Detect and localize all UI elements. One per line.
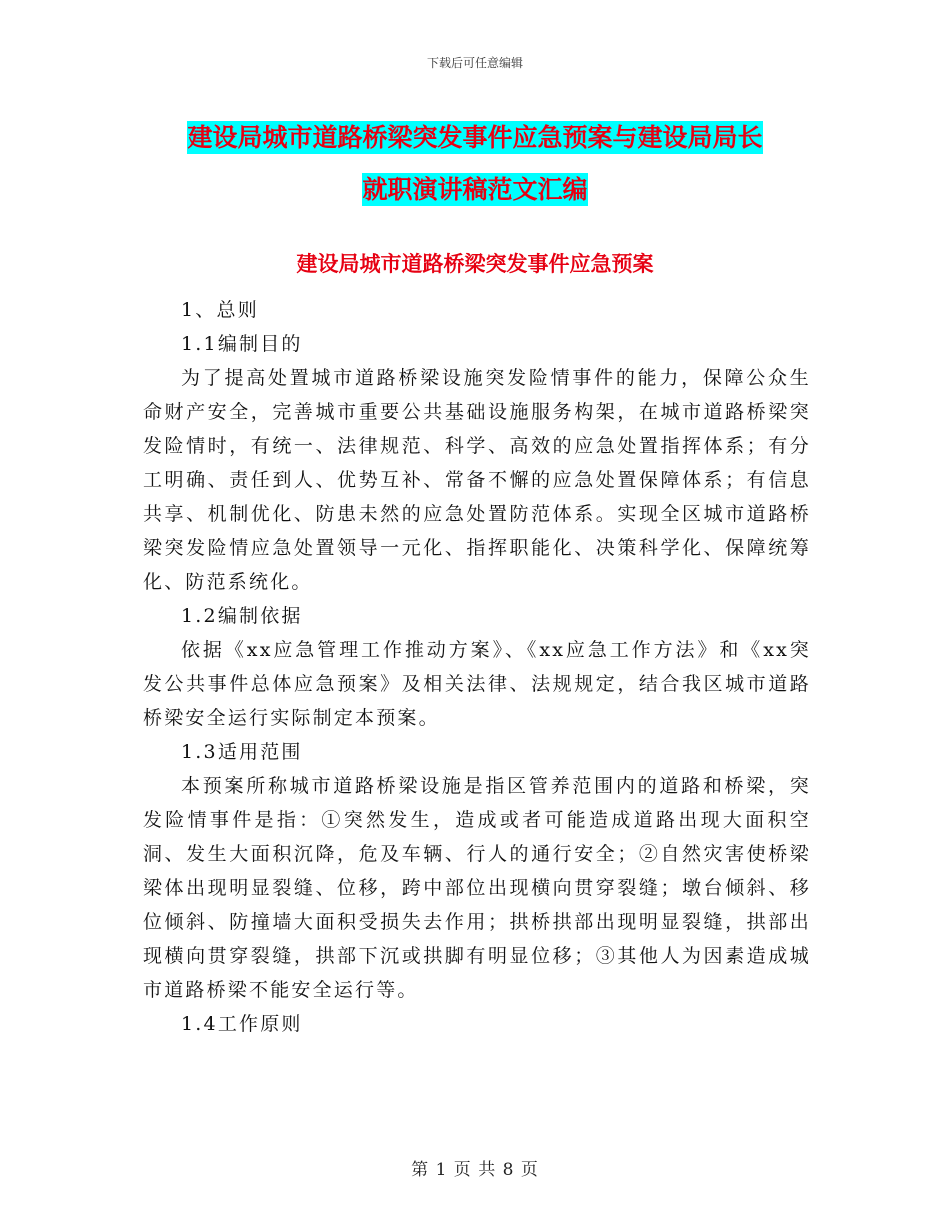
paragraph-basis: 依据《xx应急管理工作推动方案》、《xx应急工作方法》和《xx突发公共事件总体应急预案》及相关法律、法规规定，结合我区城市道路桥梁安全运行实际制定本预案。 bbox=[143, 639, 811, 729]
header-note: 下载后可任意编辑 bbox=[426, 56, 523, 70]
title-line-2: 就职演讲稿范文汇编 bbox=[362, 175, 588, 204]
paragraph-scope: 本预案所称城市道路桥梁设施是指区管养范围内的道路和桥梁，突发险情事件是指：①突然发生，造成或者可能造成道路出现大面积空洞、发生大面积沉降，危及车辆、行人的通行安全；②自然灾害使桥梁梁体出现明显裂缝、位移，跨中部位出现横向贯穿裂缝；墩台倾斜、移位倾斜、防撞墙大面积受损失去作用；拱桥拱部出现明显裂缝，拱部出现横向贯穿裂缝，拱部下沉或拱脚有明显位移；③其他人为因素造成城市道路桥梁不能安全运行等。 bbox=[143, 775, 811, 1001]
section-title: 建设局城市道路桥梁突发事件应急预案 bbox=[296, 252, 654, 276]
heading-general: 1、总则 bbox=[181, 299, 259, 321]
page-footer: 第 1 页 共 8 页 bbox=[411, 1160, 539, 1180]
title-line-1: 建设局城市道路桥梁突发事件应急预案与建设局局长 bbox=[187, 123, 763, 152]
paragraph-purpose: 为了提高处置城市道路桥梁设施突发险情事件的能力，保障公众生命财产安全，完善城市重要公共基础设施服务构架，在城市道路桥梁突发险情时，有统一、法律规范、科学、高效的应急处置指挥体系；有分工明确、责任到人、优势互补、常备不懈的应急处置保障体系；有信息共享、机制优化、防患未然的应急处置防范体系。实现全区城市道路桥梁突发险情应急处置领导一元化、指挥职能化、决策科学化、保障统筹化、防范系统化。 bbox=[143, 367, 811, 593]
heading-basis: 1.2编制依据 bbox=[181, 605, 303, 627]
document-title bbox=[0, 112, 950, 216]
document-body bbox=[143, 293, 811, 1041]
heading-purpose: 1.1编制目的 bbox=[181, 333, 303, 355]
heading-principles: 1.4工作原则 bbox=[181, 1013, 303, 1035]
heading-scope: 1.3适用范围 bbox=[181, 741, 303, 763]
